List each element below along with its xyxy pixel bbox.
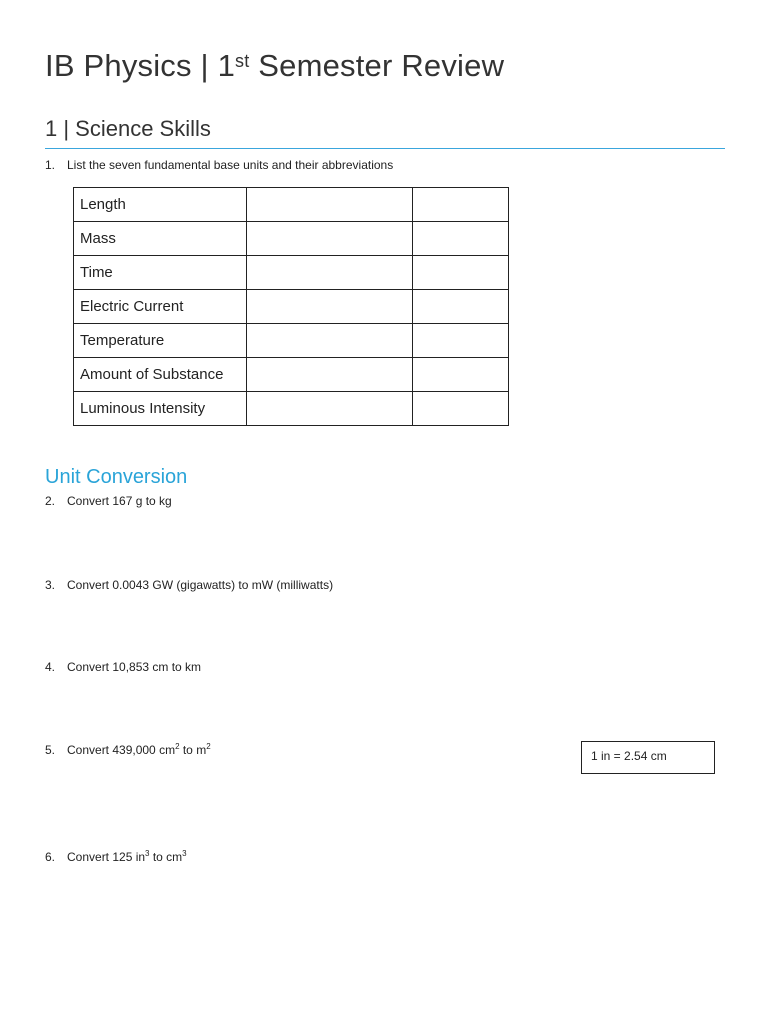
unit-answer-cell[interactable] [247, 324, 413, 358]
quantity-cell: Electric Current [74, 290, 247, 324]
unit-answer-cell[interactable] [247, 222, 413, 256]
table-row [74, 188, 509, 222]
table-row [74, 358, 509, 392]
unit-answer-cell[interactable] [247, 392, 413, 426]
question-text: Convert 0.0043 GW (gigawatts) to mW (milliwatts) [67, 578, 334, 592]
abbreviation-answer-cell[interactable] [413, 290, 509, 324]
question-number: 2. [45, 494, 56, 508]
quantity-cell: Luminous Intensity [74, 392, 247, 426]
question-number: 4. [45, 660, 56, 674]
abbreviation-answer-cell[interactable] [413, 392, 509, 426]
abbreviation-answer-cell[interactable] [413, 256, 509, 290]
conversion-hint-box: 1 in = 2.54 cm [581, 741, 715, 774]
question-text: Convert 125 $in^3$ to $cm^3$ [67, 849, 187, 864]
quantity-cell: Length [74, 188, 247, 222]
unit-answer-cell[interactable] [247, 188, 413, 222]
unit-answer-cell[interactable] [247, 290, 413, 324]
question-number: 6. [45, 850, 56, 864]
question-text: Convert 167 g to kg [67, 494, 172, 508]
question-text: Convert 10,853 cm to km [67, 660, 202, 674]
abbreviation-answer-cell[interactable] [413, 188, 509, 222]
abbreviation-answer-cell[interactable] [413, 324, 509, 358]
abbreviation-answer-cell[interactable] [413, 358, 509, 392]
table-row [74, 392, 509, 426]
base-units-table [73, 187, 509, 426]
question-number: 1. [45, 158, 56, 172]
unit-answer-cell[interactable] [247, 358, 413, 392]
quantity-cell: Amount of Substance [74, 358, 247, 392]
unit-answer-cell[interactable] [247, 256, 413, 290]
quantity-cell: Time [74, 256, 247, 290]
table-row [74, 290, 509, 324]
question-text: Convert 439,000 $cm^2$ to $m^2$ [67, 742, 211, 757]
table-row [74, 222, 509, 256]
abbreviation-answer-cell[interactable] [413, 222, 509, 256]
section-divider [45, 148, 725, 149]
quantity-cell: Temperature [74, 324, 247, 358]
question-number: 5. [45, 743, 56, 757]
question-number: 3. [45, 578, 56, 592]
page-title: IB Physics | 1st Semester Review [45, 48, 505, 83]
table-row [74, 256, 509, 290]
unit-conversion-heading: Unit Conversion [45, 466, 188, 488]
table-row [74, 324, 509, 358]
question-text: List the seven fundamental base units and their abbreviations [67, 158, 394, 172]
section-title: 1 | Science Skills [45, 116, 211, 141]
quantity-cell: Mass [74, 222, 247, 256]
